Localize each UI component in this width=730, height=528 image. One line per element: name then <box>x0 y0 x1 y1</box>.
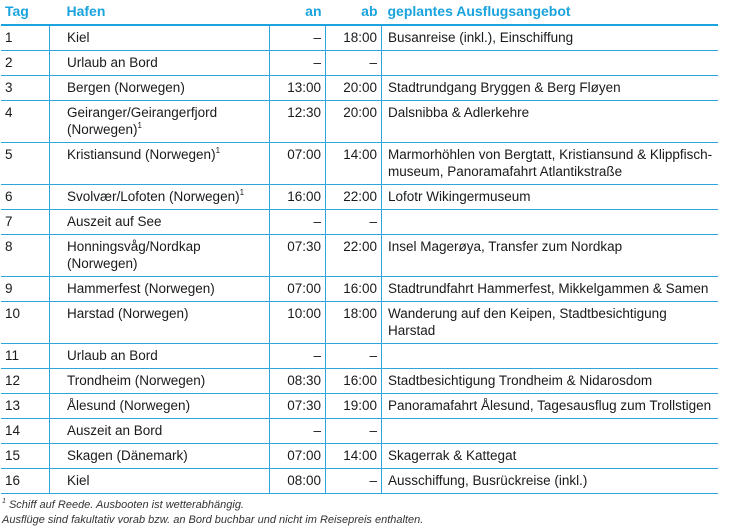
cell-ab <box>326 76 382 101</box>
cell-ab-text: 16:00 <box>343 281 377 296</box>
cell-ab-text: 19:00 <box>343 398 377 413</box>
cell-ab-text: 18:00 <box>343 306 377 321</box>
cell-tag-text: 9 <box>5 281 13 296</box>
cell-ab-text: 20:00 <box>343 105 377 120</box>
cell-an-text: 07:30 <box>287 239 321 254</box>
table-row <box>1 344 718 369</box>
footnote-1-text: Schiff auf Reede. Ausbooten ist wetterabhängig. <box>8 499 244 511</box>
cell-an-text: – <box>313 348 321 363</box>
cell-hafen <box>50 101 270 143</box>
cell-an-text: 10:00 <box>287 306 321 321</box>
cell-an <box>270 143 326 185</box>
cell-hafen <box>50 302 270 344</box>
cell-tag <box>1 76 50 101</box>
footnote-marker: 1 <box>2 498 6 505</box>
cell-hafen-text: Ålesund (Norwegen) <box>67 398 191 413</box>
footnotes <box>2 498 730 528</box>
cell-tag-text: 6 <box>5 189 13 204</box>
cell-ab <box>326 344 382 369</box>
cell-an-text: 08:30 <box>287 373 321 388</box>
cell-angebot-text: Busanreise (inkl.), Einschiffung <box>388 30 574 45</box>
cell-tag-text: 14 <box>5 423 21 438</box>
cell-tag-text: 1 <box>5 30 13 45</box>
cell-an-text: – <box>313 55 321 70</box>
cell-ab <box>326 394 382 419</box>
cell-angebot <box>382 185 719 210</box>
cell-tag-text: 11 <box>5 348 20 363</box>
cell-an <box>270 185 326 210</box>
cell-angebot <box>382 76 719 101</box>
cell-ab-text: 16:00 <box>343 373 377 388</box>
cell-tag <box>1 51 50 76</box>
cell-hafen-text: Kristiansund (Norwegen) <box>67 147 216 162</box>
table-row <box>1 76 718 101</box>
cell-angebot-text: Lofotr Wikingermuseum <box>388 189 531 204</box>
footnote-ref: 1 <box>239 188 245 197</box>
table-row <box>1 143 718 185</box>
cell-an-text: 13:00 <box>287 80 321 95</box>
cell-ab-text: – <box>369 55 377 70</box>
footnote-ref: 1 <box>137 121 142 130</box>
cell-ab <box>326 419 382 444</box>
cell-hafen <box>50 25 270 51</box>
cell-an-text: 07:00 <box>287 448 321 463</box>
cell-tag-text: 5 <box>5 147 13 162</box>
cell-ab <box>326 143 382 185</box>
cell-an-text: 16:00 <box>287 189 321 204</box>
cell-hafen-text: Kiel <box>67 473 90 488</box>
cell-ab <box>326 302 382 344</box>
header-an: an <box>270 0 326 25</box>
cell-ab <box>326 25 382 51</box>
cell-angebot <box>382 101 719 143</box>
header-angebot: geplantes Ausflugsangebot <box>382 0 719 25</box>
cell-hafen <box>50 369 270 394</box>
cell-an-text: 07:00 <box>287 147 321 162</box>
cell-ab-text: – <box>369 348 377 363</box>
cell-an <box>270 394 326 419</box>
cell-an <box>270 277 326 302</box>
cell-hafen <box>50 210 270 235</box>
cell-tag <box>1 469 50 494</box>
cell-angebot-text: Marmorhöhlen von Bergtatt, Kristiansund & Klippfisch-museum, Panoramafahrt Atlantikstraße <box>388 147 713 179</box>
cell-ab-text: – <box>369 473 377 488</box>
cell-angebot-text: Ausschiffung, Busrückreise (inkl.) <box>388 473 588 488</box>
header-tag: Tag <box>1 0 50 25</box>
table-row <box>1 444 718 469</box>
cell-ab-text: 20:00 <box>343 80 377 95</box>
cell-tag <box>1 185 50 210</box>
cell-tag-text: 10 <box>5 306 21 321</box>
cell-an <box>270 235 326 277</box>
cell-an-text: 07:30 <box>287 398 321 413</box>
cell-angebot-text: Insel Magerøya, Transfer zum Nordkap <box>388 239 623 254</box>
cell-an <box>270 444 326 469</box>
cell-hafen <box>50 444 270 469</box>
cell-tag <box>1 143 50 185</box>
cell-an <box>270 369 326 394</box>
cell-angebot-text: Skagerrak & Kattegat <box>388 448 517 463</box>
cell-tag-text: 8 <box>5 239 13 254</box>
cell-hafen-text: Bergen (Norwegen) <box>67 80 185 95</box>
cell-ab <box>326 51 382 76</box>
cell-hafen-text: Svolvær/Lofoten (Norwegen) <box>67 189 240 204</box>
cell-hafen-text: Urlaub an Bord <box>67 348 158 363</box>
table-row <box>1 210 718 235</box>
cell-hafen-text: Trondheim (Norwegen) <box>67 373 206 388</box>
cell-hafen <box>50 76 270 101</box>
cell-hafen <box>50 419 270 444</box>
cell-angebot <box>382 469 719 494</box>
cell-hafen <box>50 469 270 494</box>
cell-angebot <box>382 143 719 185</box>
cell-ab <box>326 369 382 394</box>
table-row <box>1 369 718 394</box>
cell-hafen <box>50 51 270 76</box>
cell-tag-text: 3 <box>5 80 13 95</box>
table-row <box>1 302 718 344</box>
cell-an-text: 08:00 <box>287 473 321 488</box>
table-row <box>1 185 718 210</box>
cell-ab <box>326 469 382 494</box>
cell-angebot <box>382 25 719 51</box>
cell-ab <box>326 444 382 469</box>
cell-ab-text: 22:00 <box>343 239 377 254</box>
cell-tag-text: 12 <box>5 373 21 388</box>
cell-ab <box>326 101 382 143</box>
cell-tag <box>1 394 50 419</box>
cell-tag-text: 13 <box>5 398 21 413</box>
cell-tag <box>1 419 50 444</box>
cell-tag <box>1 302 50 344</box>
cell-hafen <box>50 344 270 369</box>
table-row <box>1 394 718 419</box>
cell-an <box>270 51 326 76</box>
cell-ab-text: 14:00 <box>343 147 377 162</box>
cell-angebot-text: Panoramafahrt Ålesund, Tagesausflug zum Trollstigen <box>388 398 712 413</box>
cell-angebot <box>382 444 719 469</box>
cell-ab-text: – <box>369 214 377 229</box>
cell-angebot <box>382 369 719 394</box>
table-row <box>1 235 718 277</box>
table-row <box>1 419 718 444</box>
cell-hafen <box>50 185 270 210</box>
cell-tag <box>1 101 50 143</box>
cell-tag <box>1 25 50 51</box>
itinerary-table <box>1 0 718 494</box>
cell-angebot <box>382 51 719 76</box>
cell-an <box>270 469 326 494</box>
table-row <box>1 51 718 76</box>
cell-hafen-text: Hammerfest (Norwegen) <box>67 281 215 296</box>
table-body <box>1 25 718 494</box>
cell-hafen-text: Urlaub an Bord <box>67 55 158 70</box>
cell-hafen-text: Kiel <box>67 30 90 45</box>
cell-ab-text: – <box>369 423 377 438</box>
table-header-row <box>1 0 718 25</box>
cell-hafen <box>50 277 270 302</box>
cell-an <box>270 344 326 369</box>
footnote-2-text: Ausflüge sind fakultativ vorab bzw. an Bord buchbar und nicht im Reisepreis enthalten. <box>2 514 424 526</box>
cell-an <box>270 419 326 444</box>
cell-angebot <box>382 235 719 277</box>
cell-angebot <box>382 277 719 302</box>
cell-an <box>270 302 326 344</box>
cell-ab-text: 22:00 <box>343 189 377 204</box>
cell-ab <box>326 210 382 235</box>
cell-tag <box>1 369 50 394</box>
cell-angebot <box>382 419 719 444</box>
cell-angebot-text: Dalsnibba & Adlerkehre <box>388 105 530 120</box>
table-row <box>1 25 718 51</box>
cell-hafen-text: Geiranger/Geirangerfjord (Norwegen) <box>67 105 218 137</box>
cell-tag-text: 15 <box>5 448 21 463</box>
cell-angebot-text: Stadtrundgang Bryggen & Berg Fløyen <box>388 80 621 95</box>
cell-tag-text: 7 <box>5 214 13 229</box>
footnote-2 <box>2 513 730 528</box>
cell-ab <box>326 235 382 277</box>
cell-an-text: – <box>313 30 321 45</box>
footnote-1 <box>2 498 730 513</box>
cell-hafen-text: Honningsvåg/Nordkap (Norwegen) <box>67 239 201 271</box>
header-hafen: Hafen <box>50 0 270 25</box>
cell-tag <box>1 344 50 369</box>
cell-angebot-text: Stadtbesichtigung Trondheim & Nidarosdom <box>388 373 653 388</box>
cell-tag <box>1 210 50 235</box>
cell-ab-text: 18:00 <box>343 30 377 45</box>
cell-an-text: 07:00 <box>287 281 321 296</box>
cell-hafen-text: Auszeit auf See <box>67 214 162 229</box>
cell-ab <box>326 185 382 210</box>
table-row <box>1 101 718 143</box>
cell-tag-text: 4 <box>5 105 13 120</box>
cell-angebot <box>382 344 719 369</box>
table-row <box>1 469 718 494</box>
cell-an-text: 12:30 <box>287 105 321 120</box>
cell-tag-text: 2 <box>5 55 13 70</box>
cell-tag <box>1 444 50 469</box>
cell-angebot-text: Stadtrundfahrt Hammerfest, Mikkelgammen & Samen <box>388 281 709 296</box>
cell-hafen <box>50 394 270 419</box>
cell-angebot <box>382 302 719 344</box>
footnote-ref: 1 <box>215 146 221 155</box>
cell-an-text: – <box>313 423 321 438</box>
cell-angebot-text: Wanderung auf den Keipen, Stadtbesichtigung Harstad <box>388 306 667 338</box>
cell-hafen <box>50 143 270 185</box>
cell-tag <box>1 277 50 302</box>
cell-an <box>270 210 326 235</box>
cell-an-text: – <box>313 214 321 229</box>
cell-tag-text: 16 <box>5 473 21 488</box>
cell-ab <box>326 277 382 302</box>
cell-hafen-text: Auszeit an Bord <box>67 423 163 438</box>
cell-an <box>270 101 326 143</box>
table-row <box>1 277 718 302</box>
header-ab: ab <box>326 0 382 25</box>
cell-hafen-text: Harstad (Norwegen) <box>67 306 189 321</box>
cell-angebot <box>382 394 719 419</box>
cell-hafen <box>50 235 270 277</box>
cell-ab-text: 14:00 <box>343 448 377 463</box>
cell-angebot <box>382 210 719 235</box>
cell-tag <box>1 235 50 277</box>
cell-an <box>270 25 326 51</box>
cell-an <box>270 76 326 101</box>
cell-hafen-text: Skagen (Dänemark) <box>67 448 188 463</box>
